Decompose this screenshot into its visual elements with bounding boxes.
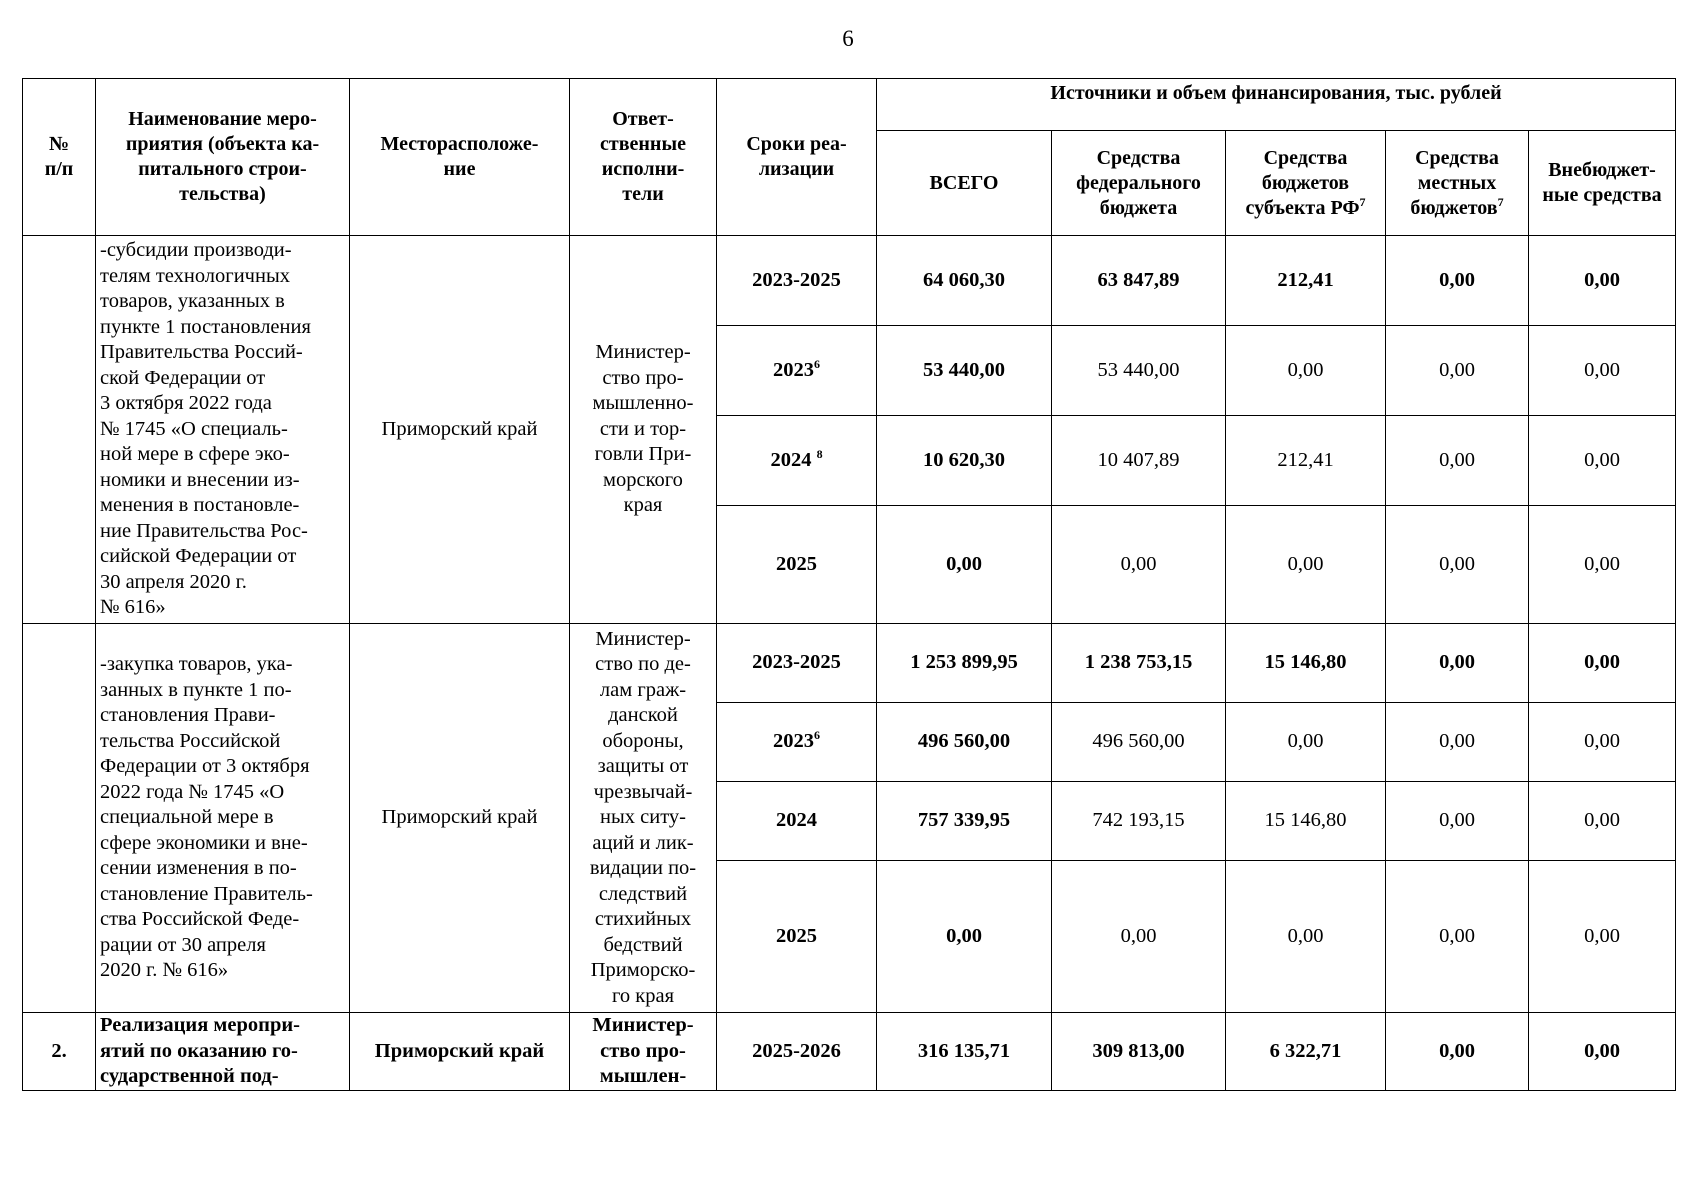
total-cell: 757 339,95 bbox=[877, 782, 1052, 861]
local-cell: 0,00 bbox=[1386, 416, 1529, 506]
period-footnote: 8 bbox=[816, 446, 823, 461]
regional-cell: 15 146,80 bbox=[1226, 782, 1386, 861]
period-cell: 2023$^6$ bbox=[717, 326, 877, 416]
local-cell: 0,00 bbox=[1386, 1013, 1529, 1091]
header-regional: Средства бюджетов субъекта $РФ^7$ bbox=[1226, 131, 1386, 236]
header-total: ВСЕГО bbox=[877, 131, 1052, 236]
federal-cell: 1 238 753,15 bbox=[1052, 624, 1226, 703]
header-number: № п/п bbox=[23, 79, 96, 236]
header-name: Наименование меро- приятия (объекта ка- питального строи- тельства) bbox=[96, 79, 350, 236]
period-cell: 2023-2025 bbox=[717, 236, 877, 326]
location-cell: Приморский край bbox=[350, 624, 570, 1013]
federal-cell: 742 193,15 bbox=[1052, 782, 1226, 861]
regional-cell: 212,41 bbox=[1226, 416, 1386, 506]
local-cell: 0,00 bbox=[1386, 236, 1529, 326]
total-cell: 1 253 899,95 bbox=[877, 624, 1052, 703]
federal-cell: 0,00 bbox=[1052, 506, 1226, 624]
measure-name: Реализация меропри- ятий по оказанию го- сударственной под- bbox=[96, 1013, 350, 1091]
regional-cell: 0,00 bbox=[1226, 861, 1386, 1013]
period-cell: 2024 bbox=[717, 782, 877, 861]
row-number bbox=[23, 236, 96, 624]
period-cell: 2023$^6$ bbox=[717, 703, 877, 782]
header-local-footnote: 7 bbox=[1497, 194, 1504, 209]
executor-cell: Министер- ство по де- лам граж- данской обороны, защиты от чрезвычай- ных ситу- аций и лик- видации по- следствий стихийных бедствий Приморско- го края bbox=[570, 624, 717, 1013]
extrabudget-cell: 0,00 bbox=[1529, 782, 1676, 861]
executor-cell: Министер- ство про- мышленно- сти и тор- говли При- морского края bbox=[570, 236, 717, 624]
measure-name: -субсидии производи- телям технологичных товаров, указанных в пункте 1 постановления Правительства Россий- ской Федерации от 3 октября 2022 года № 1745 «О специаль- ной мере в сфере эко- номики и внесении из- менения в постановле- ние Правительства Рос- сийской Федерации от 30 апреля 2020 г. № 616» bbox=[96, 236, 350, 624]
header-funding-group: Источники и объем финансирования, тыс. рублей bbox=[877, 79, 1676, 131]
measure-name: -закупка товаров, ука- занных в пункте 1 по- становления Прави- тельства Российской Федерации от 3 октября 2022 года № 1745 «О специальной мере в сфере экономики и вне- сении изменения в по- становление Правитель- ства Российской Феде- рации от 30 апреля 2020 г. № 616» bbox=[96, 624, 350, 1013]
financing-table bbox=[22, 78, 1676, 1091]
extrabudget-cell: 0,00 bbox=[1529, 416, 1676, 506]
row-number: 2. bbox=[23, 1013, 96, 1091]
total-cell: 0,00 bbox=[877, 861, 1052, 1013]
local-cell: 0,00 bbox=[1386, 861, 1529, 1013]
total-cell: 316 135,71 bbox=[877, 1013, 1052, 1091]
header-federal: Средства федерального бюджета bbox=[1052, 131, 1226, 236]
total-cell: 10 620,30 bbox=[877, 416, 1052, 506]
location-cell: Приморский край bbox=[350, 236, 570, 624]
federal-cell: 309 813,00 bbox=[1052, 1013, 1226, 1091]
regional-cell: 0,00 bbox=[1226, 703, 1386, 782]
location-cell: Приморский край bbox=[350, 1013, 570, 1091]
local-cell: 0,00 bbox=[1386, 782, 1529, 861]
federal-cell: 496 560,00 bbox=[1052, 703, 1226, 782]
federal-cell: 0,00 bbox=[1052, 861, 1226, 1013]
regional-cell: 0,00 bbox=[1226, 506, 1386, 624]
local-cell: 0,00 bbox=[1386, 624, 1529, 703]
executor-cell: Министер- ство про- мышлен- bbox=[570, 1013, 717, 1091]
total-cell: 64 060,30 bbox=[877, 236, 1052, 326]
local-cell: 0,00 bbox=[1386, 326, 1529, 416]
header-period: Сроки реа- лизации bbox=[717, 79, 877, 236]
period-footnote: 6 bbox=[814, 728, 820, 743]
federal-cell: 53 440,00 bbox=[1052, 326, 1226, 416]
local-cell: 0,00 bbox=[1386, 506, 1529, 624]
period-cell: 2025 bbox=[717, 861, 877, 1013]
header-local: Средства местных бюджетов$^7$ bbox=[1386, 131, 1529, 236]
federal-cell: 10 407,89 bbox=[1052, 416, 1226, 506]
period-cell: 2025 bbox=[717, 506, 877, 624]
header-regional-footnote: 7 bbox=[1359, 194, 1366, 209]
regional-cell: 212,41 bbox=[1226, 236, 1386, 326]
total-cell: 0,00 bbox=[877, 506, 1052, 624]
header-extrabudget: Внебюджет- ные средства bbox=[1529, 131, 1676, 236]
extrabudget-cell: 0,00 bbox=[1529, 624, 1676, 703]
extrabudget-cell: 0,00 bbox=[1529, 326, 1676, 416]
federal-cell: 63 847,89 bbox=[1052, 236, 1226, 326]
extrabudget-cell: 0,00 bbox=[1529, 506, 1676, 624]
extrabudget-cell: 0,00 bbox=[1529, 236, 1676, 326]
page-number: 6 bbox=[842, 26, 854, 51]
period-footnote: 6 bbox=[814, 356, 820, 371]
period-cell: 2023-2025 bbox=[717, 624, 877, 703]
regional-cell: 6 322,71 bbox=[1226, 1013, 1386, 1091]
header-location: Месторасположе- ние bbox=[350, 79, 570, 236]
regional-cell: 0,00 bbox=[1226, 326, 1386, 416]
row-number bbox=[23, 624, 96, 1013]
period-cell: 2024 $^8$ bbox=[717, 416, 877, 506]
regional-cell: 15 146,80 bbox=[1226, 624, 1386, 703]
header-executors: Ответ- ственные исполни- тели bbox=[570, 79, 717, 236]
period-cell: 2025-2026 bbox=[717, 1013, 877, 1091]
local-cell: 0,00 bbox=[1386, 703, 1529, 782]
extrabudget-cell: 0,00 bbox=[1529, 1013, 1676, 1091]
extrabudget-cell: 0,00 bbox=[1529, 703, 1676, 782]
total-cell: 496 560,00 bbox=[877, 703, 1052, 782]
total-cell: 53 440,00 bbox=[877, 326, 1052, 416]
extrabudget-cell: 0,00 bbox=[1529, 861, 1676, 1013]
